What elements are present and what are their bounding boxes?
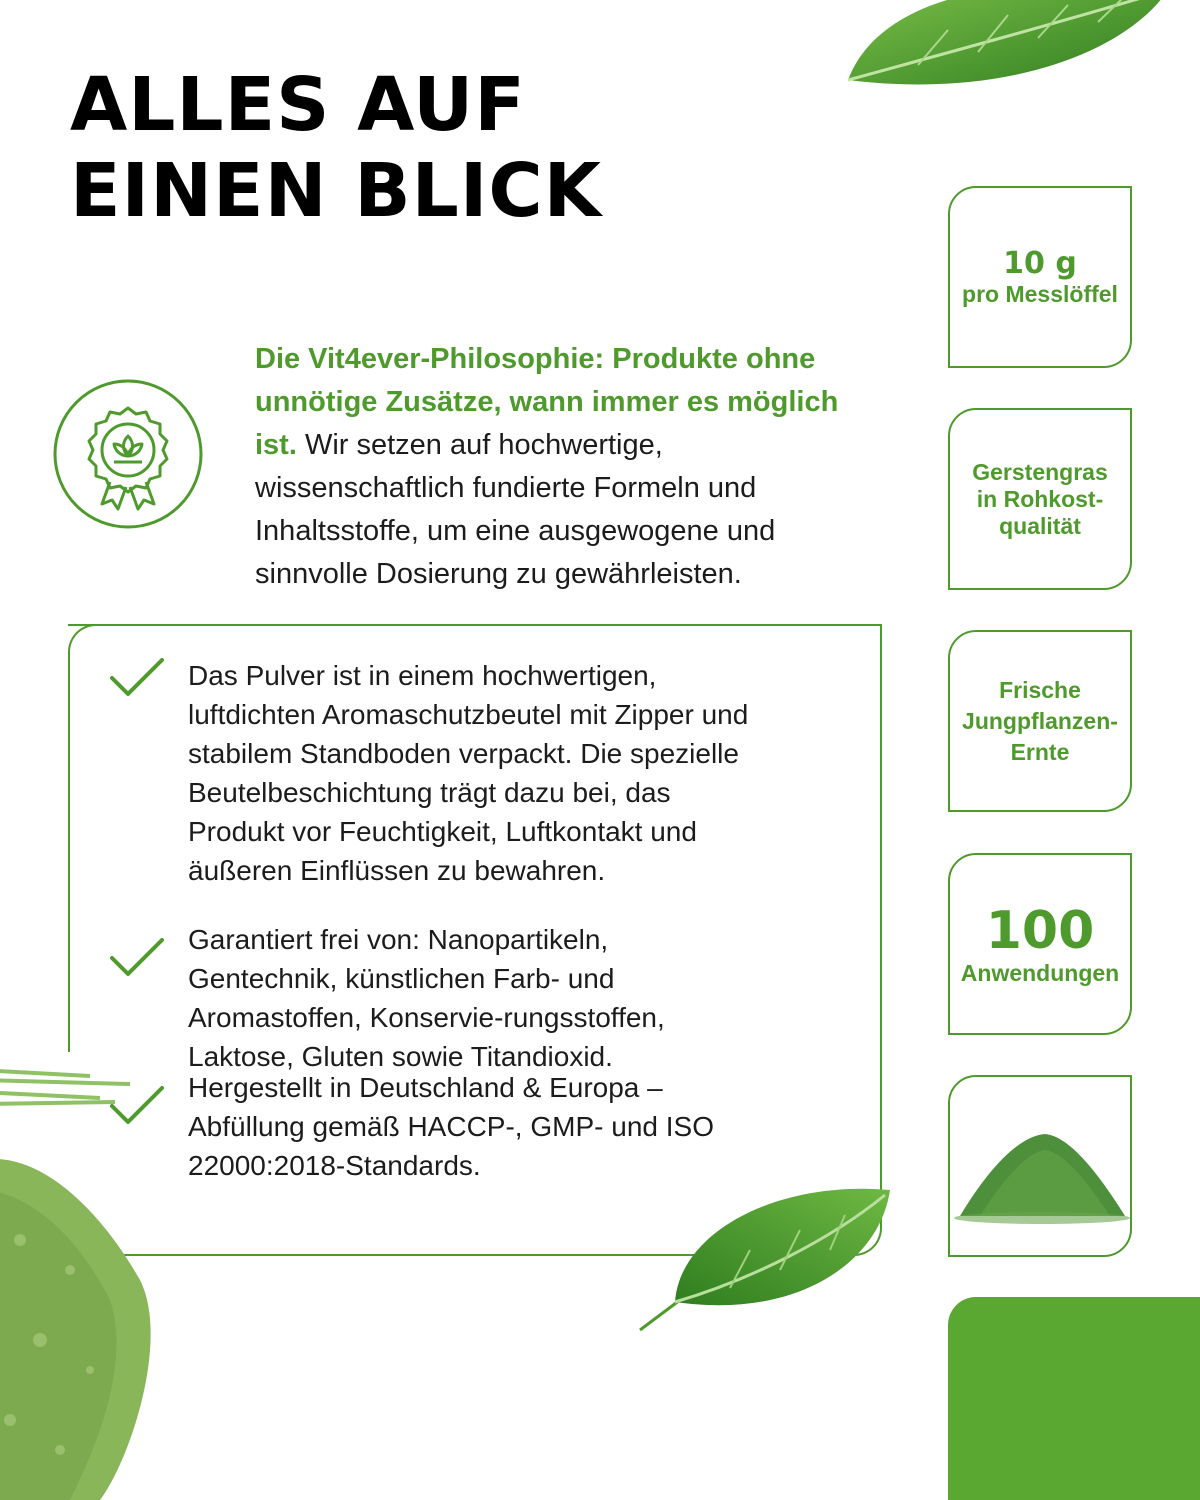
headline-line-1: ALLES AUF <box>70 62 526 148</box>
quality-badge-icon <box>52 378 204 530</box>
quality-line-1: Gerstengras <box>972 458 1108 485</box>
leaf-icon <box>630 1170 900 1340</box>
card-uses <box>948 853 1132 1035</box>
philosophy-body: Wir setzen auf hochwertige, wissenschaftlich fundierte Formeln und Inhaltsstoffe, um eine ausgewogene und sinnvolle Dosierung zu gewährleisten. <box>255 429 776 590</box>
philosophy-highlight: Die Vit4ever-Philosophie: Produkte ohne unnötige Zusätze, wann immer es möglich ist. <box>255 343 839 461</box>
quality-line-3: qualität <box>999 512 1081 539</box>
green-corner-block <box>948 1297 1200 1500</box>
harvest-line-3: Ernte <box>1010 738 1070 765</box>
philosophy-paragraph <box>255 338 855 596</box>
leaf-icon <box>838 0 1198 100</box>
uses-value: 100 <box>985 900 1095 961</box>
powder-image <box>950 1106 1130 1226</box>
dose-label: pro Messlöffel <box>962 280 1118 307</box>
check-icon <box>108 936 166 980</box>
feature-text: Hergestellt in Deutschland & Europa – Abfüllung gemäß HACCP-, GMP- und ISO 22000:2018-Standards. <box>188 1072 714 1181</box>
card-powder-image <box>948 1075 1132 1257</box>
card-harvest <box>948 630 1132 812</box>
check-icon <box>108 656 166 700</box>
card-quality <box>948 408 1132 590</box>
headline <box>70 62 602 234</box>
uses-label: Anwendungen <box>960 959 1120 986</box>
feature-item-packaging <box>118 656 758 890</box>
headline-line-2: EINEN BLICK <box>70 148 602 234</box>
feature-item-free-from <box>118 920 758 1076</box>
feature-text: Garantiert frei von: Nanopartikeln, Gentechnik, künstlichen Farb- und Aromastoffen, Konservie-rungsstoffen, Laktose, Gluten sowie Titandioxid. <box>188 924 665 1072</box>
harvest-line-2: Jungpflanzen- <box>962 707 1118 734</box>
quality-line-2: in Rohkost- <box>976 485 1104 512</box>
powder-image <box>0 1040 180 1500</box>
feature-item-made-in <box>118 1068 758 1185</box>
dose-value: 10 g <box>1003 245 1077 281</box>
feature-text: Das Pulver ist in einem hochwertigen, luftdichten Aromaschutzbeutel mit Zipper und stabilem Standboden verpackt. Die spezielle Beutelbeschichtung trägt dazu bei, das Produkt vor Feuchtigkeit, Luftkontakt und äußeren Einflüssen zu bewahren. <box>188 660 749 886</box>
harvest-line-1: Frische <box>999 676 1081 703</box>
card-dose <box>948 186 1132 368</box>
